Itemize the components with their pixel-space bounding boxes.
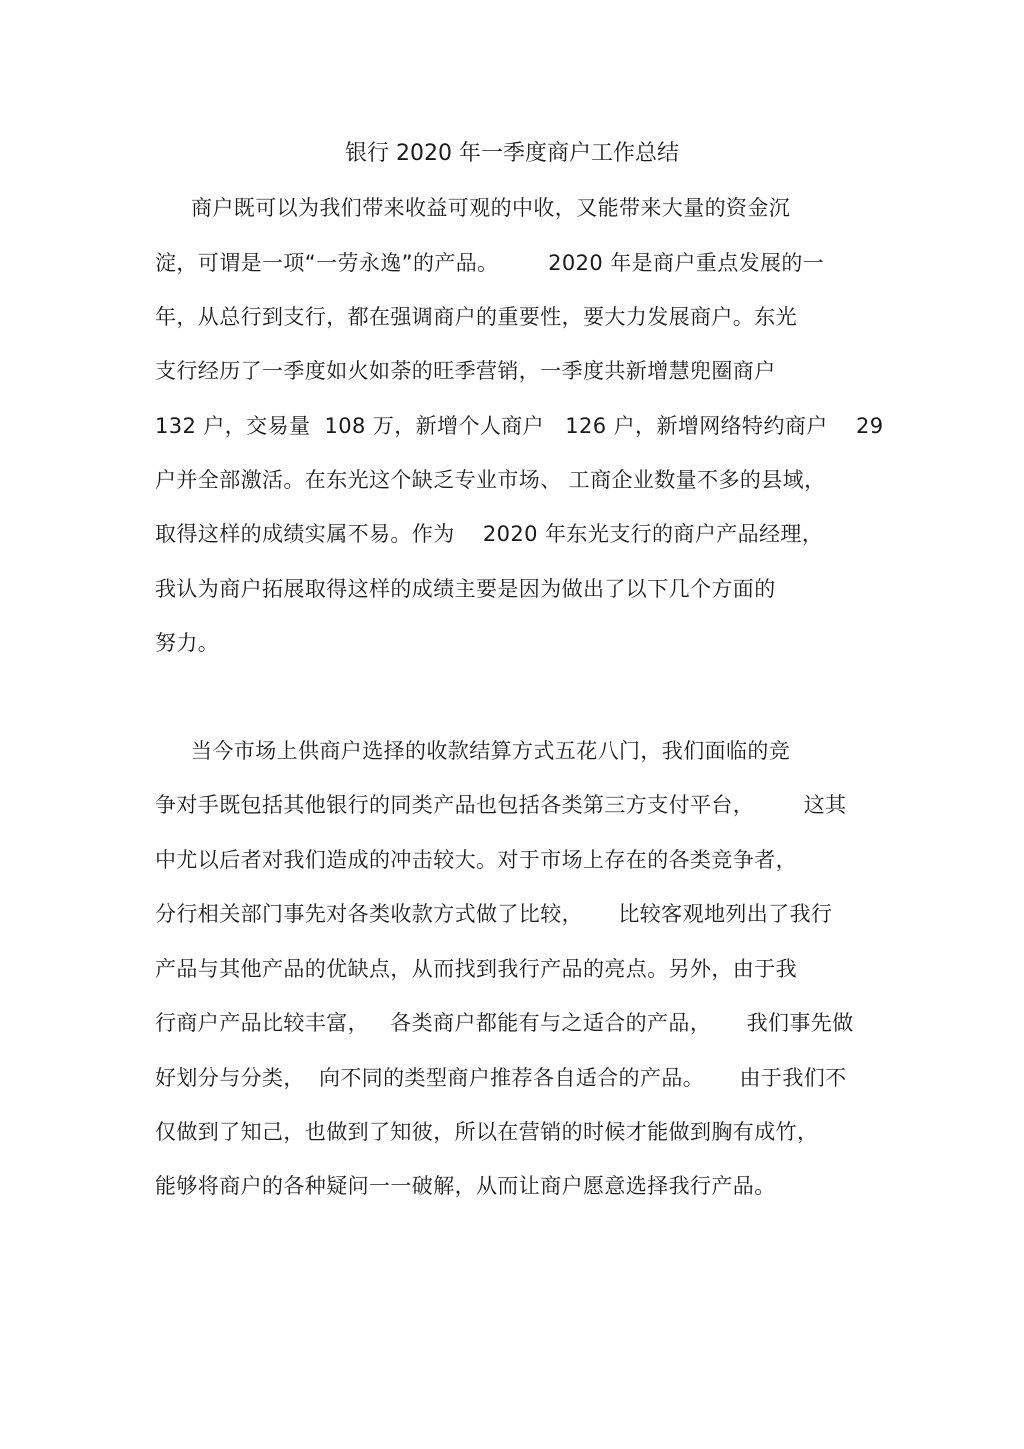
paragraph-2-line: 行商户产品比较丰富， 各类商户都能有与之适合的产品， 我们事先做 xyxy=(155,1011,854,1035)
paragraph-2-line: 产品与其他产品的优缺点，从而找到我行产品的亮点。另外，由于我 xyxy=(155,957,797,981)
paragraph-2-line: 当今市场上供商户选择的收款结算方式五花八门，我们面临的竞 xyxy=(191,739,791,763)
paragraph-2-line: 争对手既包括其他银行的同类产品也包括各类第三方支付平台， 这其 xyxy=(155,793,847,817)
paragraph-1-line: 取得这样的成绩实属不易。作为 2020 年东光支行的商户产品经理， xyxy=(155,522,824,546)
paragraph-2-line: 能够将商户的各种疑问一一破解，从而让商户愿意选择我行产品。 xyxy=(155,1174,776,1198)
document-title: 银行 2020 年一季度商户工作总结 xyxy=(345,141,679,166)
paragraph-1-line: 户并全部激活。在东光这个缺乏专业市场、 工商企业数量不多的县域， xyxy=(155,468,826,492)
paragraph-2-line: 中尤以后者对我们造成的冲击较大。对于市场上存在的各类竞争者， xyxy=(155,848,797,872)
paragraph-2-line: 分行相关部门事先对各类收款方式做了比较， 比较客观地列出了我行 xyxy=(155,902,833,926)
paragraph-1-line: 年，从总行到支行，都在强调商户的重要性，要大力发展商户。东光 xyxy=(155,305,797,329)
paragraph-1-line: 淀，可谓是一项“一劳永逸”的产品。 2020 年是商户重点发展的一 xyxy=(155,251,825,275)
paragraph-2-line: 好划分与分类， 向不同的类型商户推荐各自适合的产品。 由于我们不 xyxy=(155,1066,847,1090)
paragraph-1-line: 努力。 xyxy=(155,631,220,655)
paragraph-1-line: 商户既可以为我们带来收益可观的中收，又能带来大量的资金沉 xyxy=(191,196,791,220)
paragraph-1-line: 支行经历了一季度如火如荼的旺季营销，一季度共新增慧兜圈商户 xyxy=(155,359,776,383)
paragraph-1-line: 132 户，交易量 108 万，新增个人商户 126 户，新增网络特约商户 29 xyxy=(155,414,884,438)
paragraph-1-line: 我认为商户拓展取得这样的成绩主要是因为做出了以下几个方面的 xyxy=(155,577,776,601)
paragraph-2-line: 仅做到了知己，也做到了知彼，所以在营销的时候才能做到胸有成竹， xyxy=(155,1120,819,1144)
